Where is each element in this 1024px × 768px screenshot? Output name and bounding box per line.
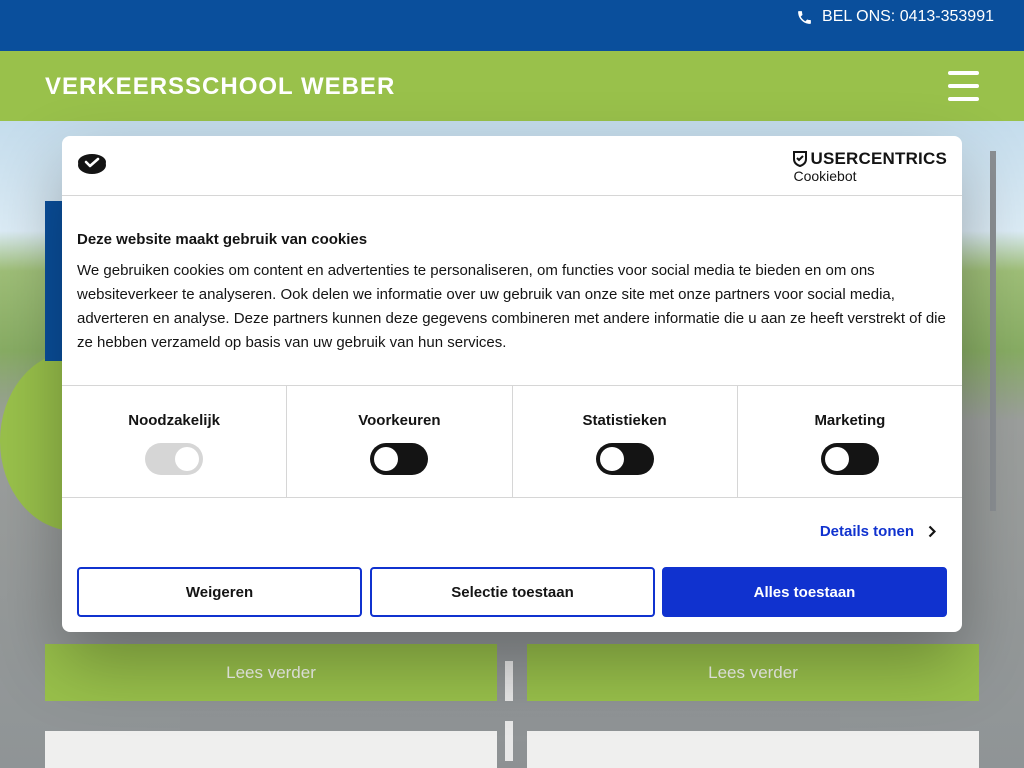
category-marketing (738, 386, 962, 497)
card-lower-1 (45, 731, 497, 768)
phone-text: BEL ONS: 0413-353991 (822, 8, 994, 25)
vendor-logo[interactable] (793, 149, 947, 184)
dialog-title: Deze website maakt gebruik van cookies (77, 231, 368, 248)
cookie-icon (77, 153, 107, 175)
phone-link[interactable] (796, 8, 994, 26)
category-preferences (287, 386, 512, 497)
details-label: Details tonen (819, 523, 914, 540)
preferences-toggle[interactable] (370, 443, 428, 475)
category-necessary (62, 386, 287, 497)
hamburger-icon (948, 71, 979, 75)
vendor-product: Cookiebot (793, 168, 857, 184)
dialog-header (62, 136, 962, 196)
allow-selection-button[interactable]: Selectie toestaan (370, 567, 655, 617)
chevron-right-icon (928, 525, 936, 538)
vendor-brand: USERCENTRICS (810, 149, 947, 168)
reject-button[interactable]: Weigeren (77, 567, 362, 617)
consent-categories (62, 385, 962, 498)
cookie-consent-dialog (62, 136, 962, 632)
main-navbar (0, 51, 1024, 121)
category-label: Voorkeuren (358, 412, 441, 429)
card-lower-2 (527, 731, 979, 768)
category-statistics (513, 386, 738, 497)
allow-all-button[interactable]: Alles toestaan (662, 567, 947, 617)
category-label: Marketing (814, 412, 886, 429)
top-contact-bar (0, 0, 1024, 51)
card-read-more-button-2[interactable]: Lees verder (527, 644, 979, 701)
menu-toggle-button[interactable] (945, 69, 981, 103)
card-read-more-button-1[interactable]: Lees verder (45, 644, 497, 701)
shield-icon (793, 151, 807, 167)
phone-icon (796, 9, 813, 26)
lamp-post (990, 151, 996, 511)
dialog-body-text: We gebruiken cookies om content en advertenties te personaliseren, om functies voor social media te bieden en om ons websiteverkeer te analyseren. Ook delen we informatie over uw gebruik van onze site met onze partners voor social media, adverteren en analyse. Deze partners kunnen deze gegevens combineren met andere informatie die u aan ze heeft verstrekt of die ze hebben verzameld op basis van uw gebruik van hun services. (77, 262, 946, 351)
necessary-toggle (145, 443, 203, 475)
category-label: Noodzakelijk (128, 412, 220, 429)
show-details-link[interactable] (820, 523, 936, 540)
marketing-toggle[interactable] (821, 443, 879, 475)
statistics-toggle[interactable] (596, 443, 654, 475)
category-label: Statistieken (582, 412, 667, 429)
site-brand[interactable]: VERKEERSSCHOOL WEBER (45, 73, 396, 100)
